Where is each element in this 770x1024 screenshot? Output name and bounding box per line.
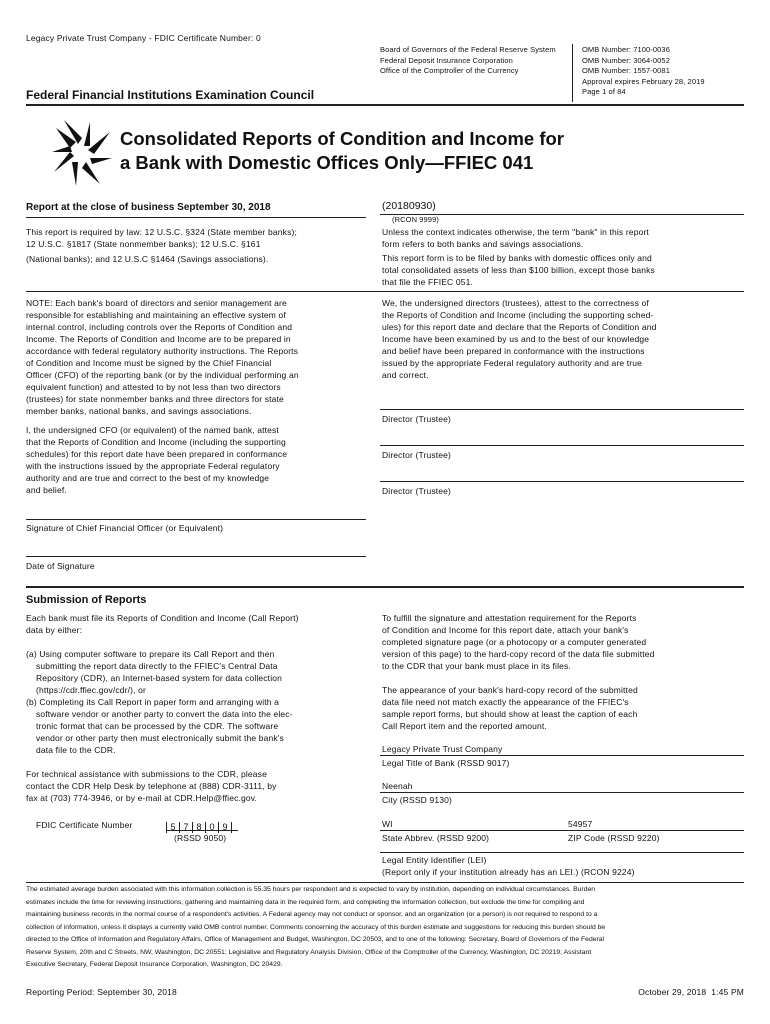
rule	[380, 830, 744, 831]
text-line: of Condition and Income must be signed by the Chief Financial	[26, 358, 272, 368]
board-note	[26, 297, 299, 417]
text-line: directed to the Office of Information and Regulatory Affairs, Office of Management and Budget, Washington, DC 20503, and to one of the following: Secretary, Board of Governors of the Federal	[26, 936, 605, 943]
text-line: the Reports of Condition and Income (including the supporting sched-	[382, 310, 654, 320]
text-line: (b) Completing its Call Report in paper form and arranging with a	[26, 697, 280, 707]
rule	[26, 291, 744, 292]
omb-line: OMB Number: 3064-0052	[582, 55, 670, 65]
omb-line: Page 1 of 84	[582, 87, 626, 96]
text-line: with the instructions issued by the appropriate Federal regulatory	[26, 461, 280, 471]
text-line: data file to the CDR.	[36, 745, 116, 755]
text-line: data file need not match exactly the appearance of the FFIEC's	[382, 697, 629, 707]
text-line: and belief.	[26, 485, 67, 495]
text-line: that file the FFIEC 051.	[382, 277, 474, 287]
city-value[interactable]: Neenah	[382, 781, 413, 791]
director-attestation	[382, 297, 656, 381]
zip-label: ZIP Code (RSSD 9220)	[568, 833, 660, 843]
text-line: Unless the context indicates otherwise, the term "bank" in this report	[382, 227, 649, 237]
fdic-digit: 8	[192, 822, 205, 833]
date-signature-line[interactable]	[26, 556, 366, 557]
text-line: This report is required by law: 12 U.S.C. §324 (State member banks);	[26, 227, 297, 237]
fdic-digit: 0	[205, 822, 218, 833]
text-line: (trustees) for state nonmember banks and three directors for state	[26, 394, 284, 404]
fdic-cert-label: FDIC Certificate Number	[36, 820, 133, 830]
text-line: To fulfill the signature and attestation requirement for the Reports	[382, 613, 637, 623]
text-line: that the Reports of Condition and Income (including the supporting	[26, 437, 286, 447]
director-label: Director (Trustee)	[382, 486, 451, 496]
text-line: data by either:	[26, 625, 83, 635]
burden-statement	[26, 884, 605, 972]
text-line: total consolidated assets of less than $100 billion, except those banks	[382, 265, 655, 275]
zip-value[interactable]: 54957	[568, 819, 593, 829]
text-line: We, the undersigned directors (trustees), attest to the correctness of	[382, 298, 649, 308]
report-timestamp: October 29, 2018 1:45 PM	[638, 987, 744, 997]
cfo-signature-label: Signature of Chief Financial Officer (or Equivalent)	[26, 523, 224, 533]
text-line: The appearance of your bank's hard-copy record of the submitted	[382, 685, 638, 695]
omb-line: OMB Number: 7100-0036	[582, 45, 670, 54]
agency-line: Board of Governors of the Federal Reserve System	[380, 45, 556, 54]
council-name: Federal Financial Institutions Examination Council	[26, 88, 315, 102]
city-label: City (RSSD 9130)	[382, 795, 452, 805]
rule	[380, 755, 744, 756]
text-line: Legal Entity Identifier (LEI)	[382, 855, 487, 865]
required-by-law	[26, 226, 297, 265]
text-line: completed signature page (or a photocopy or a computer generated	[382, 637, 647, 647]
bank-cert-header: Legacy Private Trust Company - FDIC Certificate Number: 0	[26, 33, 261, 43]
cfo-attestation	[26, 424, 287, 496]
text-line: to the CDR that your bank must place in its files.	[382, 661, 571, 671]
text-line: Repository (CDR), an Internet-based system for data collection	[36, 673, 282, 683]
text-line: and belief have been prepared in conformance with the instructions	[382, 346, 645, 356]
text-line: (a) Using computer software to prepare its Call Report and then	[26, 649, 275, 659]
text-line: Income have been examined by us and to the best of our knowledge	[382, 334, 650, 344]
section-rule	[26, 586, 744, 588]
appearance-note	[382, 684, 638, 732]
context-note	[382, 226, 649, 250]
text-line: Call Report item and the reported amount.	[382, 721, 547, 731]
lei-label	[382, 854, 635, 878]
title-line: a Bank with Domestic Offices Only—FFIEC 041	[120, 152, 534, 173]
text-line: NOTE: Each bank's board of directors and senior management are	[26, 298, 287, 308]
text-line: form refers to both banks and savings associations.	[382, 239, 584, 249]
fdic-digit: 7	[179, 822, 192, 833]
text-line: member banks, national banks, and savings associations.	[26, 406, 252, 416]
text-line: I, the undersigned CFO (or equivalent) of the named bank, attest	[26, 425, 279, 435]
rssd-9050: (RSSD 9050)	[174, 833, 227, 843]
text-line: For technical assistance with submissions to the CDR, please	[26, 769, 267, 779]
fdic-underline	[166, 830, 238, 831]
text-line: sample report forms, but should show at least the caption of each	[382, 709, 638, 719]
agency-line: Federal Deposit Insurance Corporation	[380, 55, 513, 65]
text-line: software vendor or another party to convert the data into the elec-	[36, 709, 293, 719]
text-line: fax at (703) 774-3946, or by e-mail at CDR.Help@ffiec.gov.	[26, 793, 258, 803]
text-line: Executive Secretary, Federal Deposit Insurance Corporation, Washington, DC 20429.	[26, 961, 283, 968]
director-label: Director (Trustee)	[382, 414, 451, 424]
state-label: State Abbrev. (RSSD 9200)	[382, 833, 490, 843]
technical-assistance	[26, 768, 277, 804]
date-signature-label: Date of Signature	[26, 561, 95, 571]
cfo-signature-line[interactable]	[26, 519, 366, 520]
state-value[interactable]: WI	[382, 819, 393, 829]
text-line: Reserve System, 20th and C Streets, NW, Washington, DC 20551; Legislative and Regulatory Analysis Division, Office of the Comptroller of the Currency, Washington, DC 20219; Assistant	[26, 948, 592, 956]
text-line: of Condition and Income for this report date, attach your bank's	[382, 625, 629, 635]
submission-heading: Submission of Reports	[26, 594, 147, 606]
text-line: contact the CDR Help Desk by telephone at (888) CDR-3111, by	[26, 781, 277, 791]
rcon-9999: (RCON 9999)	[392, 215, 439, 224]
rule	[380, 792, 744, 793]
fdic-digit: 5	[166, 822, 179, 833]
submission-option-a	[26, 648, 282, 696]
text-line: collection of information, unless it displays a currently valid OMB control number. Comments concerning the accuracy of this burden estimate and suggestions for reducing this burden should be	[26, 923, 606, 931]
text-line: 12 U.S.C. §1817 (State nonmember banks); 12 U.S.C. §161	[26, 239, 261, 249]
omb-line: OMB Number: 1557-0081	[582, 66, 670, 75]
text-line: tronic format that can be processed by the CDR. The software	[36, 721, 279, 731]
omb-line: Approval expires February 28, 2019	[582, 76, 705, 86]
report-date-code: (20180930)	[382, 200, 436, 212]
header-divider	[572, 44, 573, 102]
text-line: Officer (CFO) of the reporting bank (or by the individual performing an	[26, 370, 299, 380]
text-line: Each bank must file its Reports of Condition and Income (Call Report)	[26, 613, 299, 623]
signature-requirement	[382, 612, 655, 672]
text-line: maintaining business records in the normal course of a respondent's activities. A Federal agency may not conduct or sponsor, and an organization (or a person) is not required to respond to a	[26, 911, 598, 918]
text-line: submitting the report data directly to the FFIEC's Central Data	[36, 661, 278, 671]
submission-intro	[26, 612, 299, 636]
agency-line: Office of the Comptroller of the Currency	[380, 66, 519, 75]
close-of-business: Report at the close of business September 30, 2018	[26, 202, 271, 213]
text-line: schedules) for this report date have been prepared in conformance	[26, 449, 288, 459]
text-line: version of this page) to the hard-copy record of the data file submitted	[382, 649, 655, 659]
text-line: equivalent function) and attested to by not less than two directors	[26, 382, 281, 392]
text-line: Income. The Reports of Condition and Income are to be prepared in	[26, 334, 291, 344]
ffiec-logo-icon	[50, 118, 114, 188]
text-line: The estimated average burden associated with this information collection is 55.35 hours per respondent and is expected to vary by institution, depending on individual circumstances. Burden	[26, 886, 596, 893]
lei-line[interactable]	[380, 852, 744, 853]
director-signature-line[interactable]	[380, 445, 744, 446]
agency-list	[380, 45, 556, 77]
title-line: Consolidated Reports of Condition and Income for	[120, 128, 564, 149]
director-signature-line[interactable]	[380, 481, 744, 482]
director-signature-line[interactable]	[380, 409, 744, 410]
bank-name-label: Legal Title of Bank (RSSD 9017)	[382, 758, 510, 768]
text-line: estimates include the time for reviewing instructions, gathering and maintaining data in the required form, and completing the information collection, but exclude the time for compiling and	[26, 898, 585, 906]
text-line: (Report only if your institution already has an LEI.) (RCON 9224)	[382, 867, 635, 877]
director-label: Director (Trustee)	[382, 450, 451, 460]
reporting-period: Reporting Period: September 30, 2018	[26, 987, 177, 997]
text-line: (National banks); and 12 U.S.C §1464 (Savings associations).	[26, 254, 269, 264]
filed-by-note	[382, 252, 655, 288]
report-title	[120, 127, 564, 175]
text-line: vendor or other party then must electronically submit the bank's	[36, 733, 284, 743]
text-line: internal control, including controls over the Reports of Condition and	[26, 322, 293, 332]
bank-name-value[interactable]: Legacy Private Trust Company	[382, 744, 503, 754]
text-line: This report form is to be filed by banks with domestic offices only and	[382, 253, 652, 263]
fdic-digit: 9	[218, 822, 232, 833]
header-rule	[26, 104, 744, 106]
text-line: issued by the appropriate Federal regulatory authority and are true	[382, 358, 643, 368]
text-line: authority and are true and correct to the best of my knowledge	[26, 473, 270, 483]
submission-option-b	[26, 696, 293, 756]
text-line: responsible for establishing and maintaining an effective system of	[26, 310, 286, 320]
text-line: (https://cdr.ffiec.gov/cdr/), or	[36, 685, 146, 695]
rule	[26, 217, 366, 218]
text-line: ules) for this report date and declare that the Reports of Condition and	[382, 322, 657, 332]
text-line: accordance with federal regulatory authority instructions. The Reports	[26, 346, 299, 356]
rule	[26, 882, 744, 883]
text-line: and correct.	[382, 370, 429, 380]
omb-info	[582, 45, 705, 98]
